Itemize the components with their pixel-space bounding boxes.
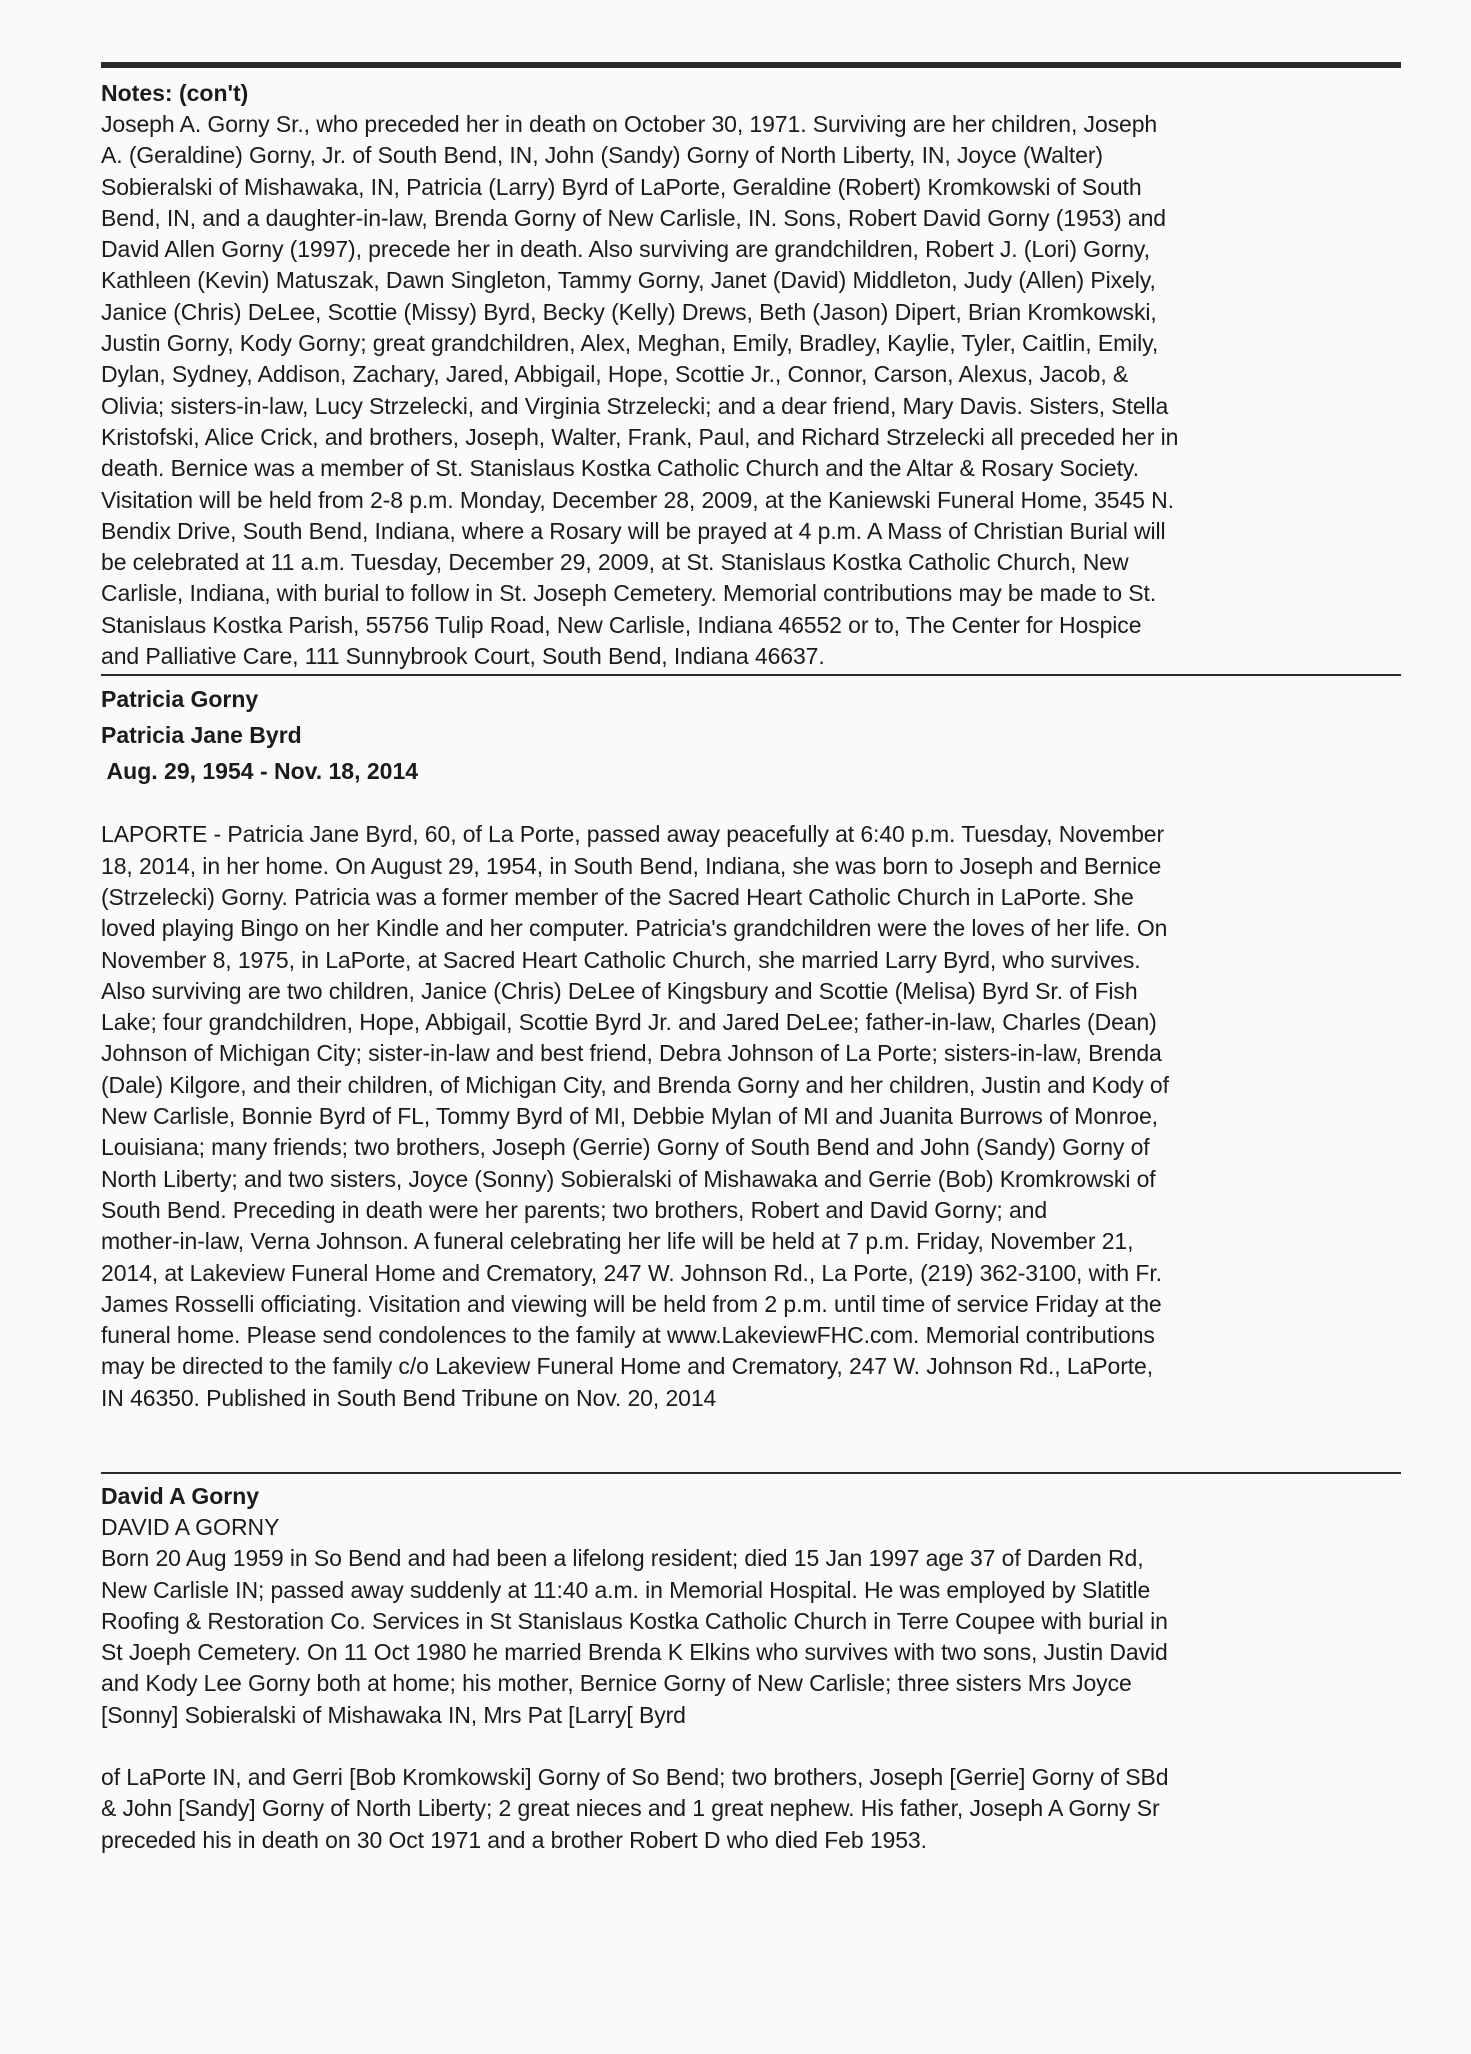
david-body-part2: of LaPorte IN, and Gerri [Bob Kromkowski] Gorny of So Bend; two brothers, Joseph [Gerrie] Gorny of SBd & John [Sandy] Gorny of North Liberty; 2 great nieces and 1 great nephew. His father, Joseph A Gorny Sr preceded his in death on 30 Oct 1971 and a brother Robert D who died Feb 1953.	[101, 1764, 1169, 1853]
david-body-part1: Born 20 Aug 1959 in So Bend and had been a lifelong resident; died 15 Jan 1997 age 37 of Darden Rd, New Carlisle IN; passed away suddenly at 11:40 a.m. in Memorial Hospital. He was employed by Slatitle Roofing & Restoration Co. Services in St Stanislaus Kostka Catholic Church in Terre Coupee with burial in St Joeph Cemetery. On 11 Oct 1980 he married Brenda K Elkins who survives with two sons, Justin David and Kody Lee Gorny both at home; his mother, Bernice Gorny of New Carlisle; three sisters Mrs Joyce [Sonny] Sobieralski of Mishawaka IN, Mrs Pat [Larry[ Byrd	[101, 1545, 1168, 1728]
document-page	[101, 62, 1401, 1856]
notes-heading: Notes: (con't)	[101, 80, 249, 106]
top-rule	[101, 62, 1401, 68]
notes-body: Joseph A. Gorny Sr., who preceded her in death on October 30, 1971. Surviving are her children, Joseph A. (Geraldine) Gorny, Jr. of South Bend, IN, John (Sandy) Gorny of North Liberty, IN, Joyce (Walter) Sobieralski of Mishawaka, IN, Patricia (Larry) Byrd of LaPorte, Geraldine (Robert) Kromkowski of South Bend, IN, and a daughter-in-law, Brenda Gorny of New Carlisle, IN. Sons, Robert David Gorny (1953) and David Allen Gorny (1997), precede her in death. Also surviving are grandchildren, Robert J. (Lori) Gorny, Kathleen (Kevin) Matuszak, Dawn Singleton, Tammy Gorny, Janet (David) Middleton, Judy (Allen) Pixely, Janice (Chris) DeLee, Scottie (Missy) Byrd, Becky (Kelly) Drews, Beth (Jason) Dipert, Brian Kromkowski, Justin Gorny, Kody Gorny; great grandchildren, Alex, Meghan, Emily, Bradley, Kaylie, Tyler, Caitlin, Emily, Dylan, Sydney, Addison, Zachary, Jared, Abbigail, Hope, Scottie Jr., Connor, Carson, Alexus, Jacob, & Olivia; sisters-in-law, Lucy Strzelecki, and Virginia Strzelecki; and a dear friend, Mary Davis. Sisters, Stella Kristofski, Alice Crick, and brothers, Joseph, Walter, Frank, Paul, and Richard Strzelecki all preceded her in death. Bernice was a member of St. Stanislaus Kostka Catholic Church and the Altar & Rosary Society. Visitation will be held from 2-8 p.m. Monday, December 28, 2009, at the Kaniewski Funeral Home, 3545 N. Bendix Drive, South Bend, Indiana, where a Rosary will be prayed at 4 p.m. A Mass of Christian Burial will be celebrated at 11 a.m. Tuesday, December 29, 2009, at St. Stanislaus Kostka Catholic Church, New Carlisle, Indiana, with burial to follow in St. Joseph Cemetery. Memorial contributions may be made to St. Stanislaus Kostka Parish, 55756 Tulip Road, New Carlisle, Indiana 46552 or to, The Center for Hospice and Palliative Care, 111 Sunnybrook Court, South Bend, Indiana 46637.	[101, 111, 1179, 670]
patricia-section	[101, 681, 1401, 1414]
section-divider-1	[101, 674, 1401, 676]
david-section	[101, 1480, 1401, 1856]
notes-section	[101, 77, 1401, 672]
section-divider-2	[101, 1472, 1401, 1474]
david-subheading: DAVID A GORNY	[101, 1513, 280, 1540]
patricia-body: LAPORTE - Patricia Jane Byrd, 60, of La Porte, passed away peacefully at 6:40 p.m. Tuesday, November 18, 2014, in her home. On August 29, 1954, in South Bend, Indiana, she was born to Joseph and Bernice (Strzelecki) Gorny. Patricia was a former member of the Sacred Heart Catholic Church in LaPorte. She loved playing Bingo on her Kindle and her computer. Patricia's grandchildren were the loves of her life. On November 8, 1975, in LaPorte, at Sacred Heart Catholic Church, she married Larry Byrd, who survives. Also surviving are two children, Janice (Chris) DeLee of Kingsbury and Scottie (Melisa) Byrd Sr. of Fish Lake; four grandchildren, Hope, Abbigail, Scottie Byrd Jr. and Jared DeLee; father-in-law, Charles (Dean) Johnson of Michigan City; sister-in-law and best friend, Debra Johnson of La Porte; sisters-in-law, Brenda (Dale) Kilgore, and their children, of Michigan City, and Brenda Gorny and her children, Justin and Kody of New Carlisle, Bonnie Byrd of FL, Tommy Byrd of MI, Debbie Mylan of MI and Juanita Burrows of Monroe, Louisiana; many friends; two brothers, Joseph (Gerrie) Gorny of South Bend and John (Sandy) Gorny of North Liberty; and two sisters, Joyce (Sonny) Sobieralski of Mishawaka and Gerrie (Bob) Kromkrowski of South Bend. Preceding in death were her parents; two brothers, Robert and David Gorny; and mother-in-law, Verna Johnson. A funeral celebrating her life will be held at 7 p.m. Friday, November 21, 2014, at Lakeview Funeral Home and Crematory, 247 W. Johnson Rd., La Porte, (219) 362-3100, with Fr. James Rosselli officiating. Visitation and viewing will be held from 2 p.m. until time of service Friday at the funeral home. Please send condolences to the family at www.LakeviewFHC.com. Memorial contributions may be directed to the family c/o Lakeview Funeral Home and Crematory, 247 W. Johnson Rd., LaPorte, IN 46350. Published in South Bend Tribune on Nov. 20, 2014	[101, 821, 1169, 1411]
patricia-heading: Patricia Gorny	[101, 686, 259, 713]
patricia-dates: Aug. 29, 1954 - Nov. 18, 2014	[101, 758, 419, 785]
patricia-fullname: Patricia Jane Byrd	[101, 722, 302, 749]
david-heading: David A Gorny	[101, 1482, 260, 1509]
